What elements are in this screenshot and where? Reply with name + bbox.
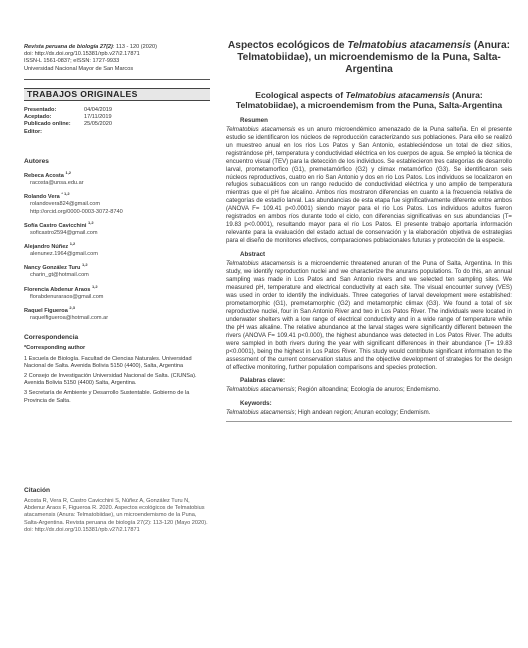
- author-contact[interactable]: soficastro2594@gmail.com: [30, 229, 98, 236]
- affiliation-item: 2 Consejo de Investigación Universidad Nacional de Salta. (CIUNSa). Avenida Bolivia 5150 (4400) Salta, Argentina.: [24, 372, 197, 387]
- author-contact[interactable]: http://orcid.org/0000-0003-3072-8740: [30, 208, 123, 215]
- doi-link[interactable]: doi: http://dx.doi.org/10.15381/rpb.v27i2.17871: [24, 51, 140, 58]
- author-affiliation: 1,2: [65, 170, 72, 176]
- author-name: Florencia Abdenur Araos $^{1,2}$: [24, 283, 98, 293]
- abstract-heading: Abstract: [240, 251, 266, 259]
- resumen-heading: Resumen: [240, 116, 268, 124]
- date-row: [24, 121, 210, 128]
- date-row: [24, 107, 210, 114]
- keywords-divider: [226, 421, 512, 422]
- correspondence-heading: Correspondencia: [24, 334, 79, 342]
- author-name: Raquel Figueroa $^{2,3}$: [24, 304, 75, 314]
- abstract-text: Telmatobius atacamensis is a microendemic threatened anuran of the Puna of Salta, Argentina. In this study, we identify reproduction nuclei and we characterize the anurans populations. To do this, an annual sampling was made in Los Patos and San Antonio rivers and we selected ten sampling sites. We measured pH, temperature and electrical conductivity at each site. The visual encounter survey (VES) was used in order to identify the individuals. Three categories of larval development were established: prometamorphic (G1), premetamorphic (G2) and metamorphic climax (G3). We found a total of six reproductive nuclei, four in San Antonio River and two in Los Patos River. The individuals were located in underwater shelters with a low range of electrical conductivity and in a wide range of temperature while the pH was alkaline. The relative abundance at the larval stages were significantly different between the rivers (ANOVA F= 109.41 p<0.000), the highest abundance was detected in Los Patos River. The adults were sampled in both rivers during the year with significant differences in their abundance (T= 19.83 p<0.0001), being the highest in Los Patos River. This study would contribute significant information to the assessment of the current conservation status and the objective development of strategies for the design of effective monitoring, further population comparisons and species protection.: [226, 260, 512, 371]
- author-contact[interactable]: rolandovera824@gmail.com: [30, 201, 101, 208]
- palabras-clave: Telmatobius atacamensis; Región altoandina; Ecología de anuros; Endemismo.: [226, 386, 441, 394]
- correspondence-list: [24, 356, 210, 405]
- issn: ISSN-L 1561-0837; eISSN: 1727-9933: [24, 58, 120, 65]
- keywords: Telmatobius atacamensis; High andean region; Anuran ecology; Endemism.: [226, 409, 431, 417]
- date-value: 17/11/2019: [84, 114, 112, 121]
- citation-text: Acosta R, Vera R, Castro Cavicchini S, Núñez A, González Turu N, Abdenur Araos F, Figueroa R. 2020. Aspectos ecológicos de Telmatobius atacamensis (Anura: Telmatobiidae), un microendemismo de la Puna, Salta-Argentina. Revista peruana de biología 27(2): 113-120 (Mayo 2020). doi: http://dx.doi.org/10.15381/rpb.v27i2.17871: [24, 497, 208, 533]
- author-entry: [24, 283, 210, 301]
- author-name: Alejandro Núñez $^{1,2}$: [24, 241, 76, 250]
- date-row: [24, 129, 210, 136]
- author-name: Rolando Vera $^{* 1,2}$: [24, 191, 70, 201]
- authors-heading: Autores: [24, 157, 49, 165]
- affiliation-item: 1 Escuela de Biología. Facultad de Ciencias Naturales. Universidad Nacional de Salta. Avenida Bolivia 5150 (4400), Salta, Argentina: [24, 355, 192, 369]
- dates-block: [24, 107, 210, 136]
- keywords-heading: Keywords:: [240, 400, 272, 408]
- author-affiliation: 2,3: [69, 304, 75, 310]
- author-affiliation: 1,2: [88, 219, 94, 225]
- author-entry: [24, 169, 210, 187]
- author-contact[interactable]: charin_gt@hotmail.com: [30, 272, 89, 279]
- date-label: Presentado:: [24, 107, 57, 114]
- date-value: 04/04/2019: [84, 107, 112, 114]
- date-value: 25/05/2020: [84, 121, 112, 128]
- title-spanish: Aspectos ecológicos de Telmatobius atacamensis (Anura: Telmatobiidae), un microendemismo de la Puna, Salta-Argentina: [227, 40, 511, 75]
- palabras-clave-heading: Palabras clave:: [240, 377, 286, 385]
- author-affiliation: 1,2: [69, 241, 76, 247]
- title-english: Ecological aspects of Telmatobius atacamensis (Anura: Telmatobiidae), a microendemism from the Puna, Salta-Argentina: [235, 90, 503, 111]
- author-contact[interactable]: florabdenuraraos@gmail.com: [30, 293, 104, 300]
- affiliation-item: 3 Secretaría de Ambiente y Desarrollo Sustentable. Gobierno de la Provincia de Salta.: [24, 390, 190, 404]
- date-label: Editor:: [24, 128, 43, 135]
- date-label: Publicado online:: [24, 121, 71, 128]
- author-contact[interactable]: raquelfigueroa@hotmail.com.ar: [30, 314, 109, 321]
- divider: [24, 79, 210, 80]
- author-entry: [24, 304, 210, 322]
- author-name: Nancy González Turu $^{1,2}$: [24, 262, 88, 272]
- resumen-text: Telmatobius atacamensis es un anuro microendémico amenazado de la Puna salteña. En el presente estudio se identificaron los núcleos de reproducción caracterizando sus poblaciones. Para ello se realizó un muestreo anual en los ríos Los Patos y San Antonio, estableciéndose un total de diez sitios, registrándose pH, temperatura y conductividad eléctrica en los cuerpos de agua. Se empleó la técnica de encuentro visual (TEV) para la detección de los individuos. Se establecieron tres categorías de desarrollo larval, prometamorfico (G1), premetamórfico (G2) y climax metamórfico (G3). Se identificaron seis núcleos reproductivos, cuatro en río San Antonio y dos en río Los Patos. Los individuos se localizaron en refugios subacuáticos con un rango reducido de conductividad eléctrica y uno amplio de temperatura mientras que el pH fue alcalino. Ambos ríos mostraron diferencias en cuanto a la frecuencia relativa de categorías de estadío larval. Las abundancias de esta etapa fue significativamente diferente entre ambos (ANOVA F= 109.41 p<0.0001) siendo mayor para el río Los Patos. Los individuos adultos fueron registrados en ambos ríos durante todo el ciclo, con diferencias significativas en sus abundancias (T= 19.83 p<0.0001), resultando mayor para el río Los Patos. El presente trabajo aportaría información relevante para la evaluación del estado actual de conservación y la elaboración objetiva de estrategias para el diseño de monitores efectivos, comparaciones poblacionales futuras y protección de la especie.: [226, 125, 512, 245]
- left-column: [24, 44, 210, 534]
- author-contact[interactable]: alenunez.1964@gmail.com: [30, 251, 98, 258]
- author-entry: [24, 261, 210, 279]
- corresponding-label: *Corresponding author: [24, 345, 86, 352]
- author-entry: [24, 219, 210, 237]
- date-row: [24, 114, 210, 121]
- section-label: TRABAJOS ORIGINALES: [24, 88, 210, 101]
- author-affiliation: 1,2: [82, 262, 88, 268]
- author-entry: [24, 240, 210, 258]
- journal-citation: Revista peruana de biología 27(2): 113 - 120 (2020): [24, 44, 157, 50]
- citation-heading: Citación: [24, 486, 51, 494]
- date-label: Aceptado:: [24, 114, 52, 121]
- authors-list: [24, 169, 210, 322]
- author-entry: [24, 190, 210, 215]
- right-column: [226, 40, 512, 422]
- author-name: Rebeca Acosta $^{1,2}$: [24, 170, 72, 179]
- author-affiliation: 1,2: [91, 283, 98, 289]
- university: Universidad Nacional Mayor de San Marcos: [24, 65, 134, 72]
- author-name: Sofía Castro Cavicchini $^{1,2}$: [24, 219, 94, 229]
- author-affiliation: * 1,2: [61, 191, 70, 197]
- author-contact[interactable]: racosta@unsa.edu.ar: [30, 180, 84, 187]
